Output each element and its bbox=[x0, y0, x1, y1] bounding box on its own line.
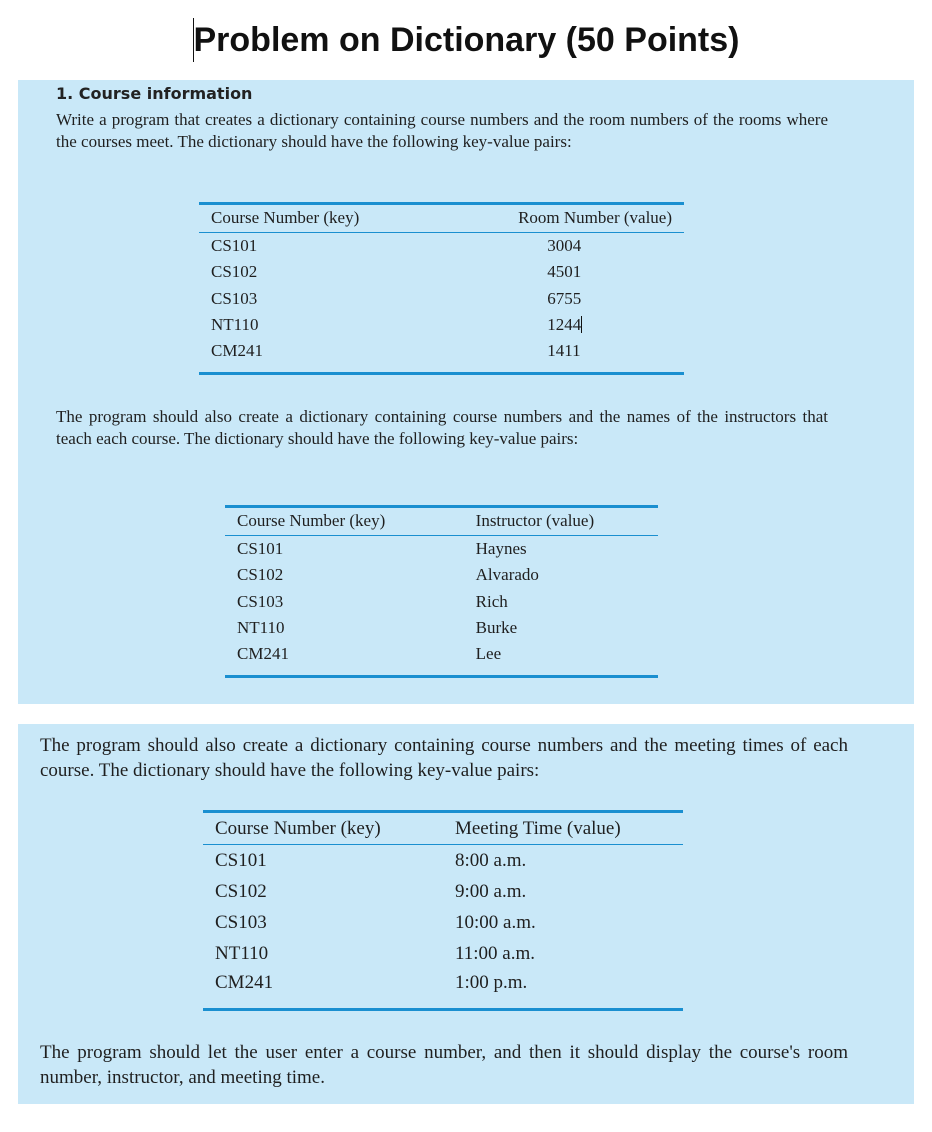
column-header-course-number: Course Number (key) bbox=[199, 204, 437, 233]
meeting-time-panel bbox=[18, 724, 914, 1104]
table-row bbox=[225, 535, 658, 562]
course-number-cell: CS102 bbox=[211, 262, 258, 282]
meeting-dictionary-description: The program should also create a dictionary containing course numbers and the meeting times of each course. The dictionary should have the following key-value pairs: bbox=[40, 735, 848, 781]
meeting-time-cell: 11:00 a.m. bbox=[454, 942, 536, 964]
course-number-cell: CS101 bbox=[211, 235, 258, 255]
meeting-time-table bbox=[203, 810, 683, 1011]
instructor-table bbox=[225, 505, 658, 678]
course-number-cell: CS101 bbox=[215, 849, 267, 871]
column-header-instructor: Instructor (value) bbox=[464, 507, 658, 536]
instructor-cell: Haynes bbox=[475, 538, 527, 558]
course-number-cell: CS102 bbox=[237, 565, 284, 585]
column-header-meeting-time: Meeting Time (value) bbox=[443, 812, 683, 845]
room-number-cell: 3004 bbox=[547, 235, 582, 255]
room-number-cell: 1411 bbox=[437, 339, 684, 374]
course-number-cell: CM241 bbox=[225, 642, 464, 677]
room-number-value: 1244 bbox=[547, 315, 582, 335]
table-row bbox=[203, 969, 683, 1010]
instructor-cell: Burke bbox=[475, 618, 518, 638]
course-number-cell: CS103 bbox=[215, 911, 267, 933]
page-title bbox=[0, 18, 932, 62]
course-number-cell: NT110 bbox=[237, 618, 285, 638]
column-header-course-number: Course Number (key) bbox=[225, 507, 464, 536]
text-cursor bbox=[581, 316, 582, 333]
room-number-cell: 4501 bbox=[547, 262, 582, 282]
course-number-cell: CS103 bbox=[237, 591, 284, 611]
room-number-table bbox=[199, 202, 684, 375]
table-row bbox=[225, 642, 658, 677]
course-number-cell: CM241 bbox=[199, 339, 437, 374]
column-header-room-number: Room Number (value) bbox=[437, 204, 684, 233]
instructor-dictionary-description: The program should also create a dictionary containing course numbers and the names of the instructors that teach each course. The dictionary should have the following key-value pairs: bbox=[56, 407, 828, 448]
table-row bbox=[203, 907, 683, 938]
course-info-panel bbox=[18, 80, 914, 704]
table-row bbox=[199, 312, 684, 339]
instructor-cell: Rich bbox=[475, 591, 508, 611]
course-number-cell: NT110 bbox=[215, 942, 269, 964]
course-number-cell: CS102 bbox=[215, 880, 267, 902]
meeting-time-cell: 8:00 a.m. bbox=[454, 849, 527, 871]
table-header-row bbox=[199, 204, 684, 233]
course-number-cell: NT110 bbox=[211, 315, 259, 335]
table-row bbox=[199, 339, 684, 374]
course-number-cell: CM241 bbox=[203, 969, 443, 1010]
table-row bbox=[199, 286, 684, 313]
table-row bbox=[203, 845, 683, 877]
table-row bbox=[199, 259, 684, 286]
table-header-row bbox=[203, 812, 683, 845]
meeting-time-cell: 1:00 p.m. bbox=[443, 969, 683, 1010]
instructor-cell: Alvarado bbox=[475, 565, 539, 585]
room-number-cell: 6755 bbox=[547, 288, 582, 308]
table-row bbox=[225, 589, 658, 616]
instructor-cell: Lee bbox=[464, 642, 658, 677]
table-row bbox=[199, 232, 684, 259]
meeting-time-cell: 10:00 a.m. bbox=[454, 911, 536, 933]
course-number-cell: CS101 bbox=[237, 538, 284, 558]
room-dictionary-description: Write a program that creates a dictionary containing course numbers and the room numbers of the rooms where the courses meet. The dictionary should have the following key-value pairs: bbox=[56, 110, 828, 151]
table-row bbox=[225, 615, 658, 642]
table-row bbox=[225, 562, 658, 589]
program-behavior-description: The program should let the user enter a course number, and then it should display the course's room number, instructor, and meeting time. bbox=[40, 1042, 848, 1088]
column-header-course-number: Course Number (key) bbox=[203, 812, 443, 845]
section-heading: 1. Course information bbox=[56, 84, 253, 103]
room-number-cell-editing[interactable] bbox=[437, 312, 684, 339]
course-number-cell: CS103 bbox=[211, 288, 258, 308]
table-header-row bbox=[225, 507, 658, 536]
table-row bbox=[203, 876, 683, 907]
page-title-text[interactable]: Problem on Dictionary (50 Points) bbox=[193, 18, 740, 62]
meeting-time-cell: 9:00 a.m. bbox=[454, 880, 527, 902]
table-row bbox=[203, 938, 683, 969]
